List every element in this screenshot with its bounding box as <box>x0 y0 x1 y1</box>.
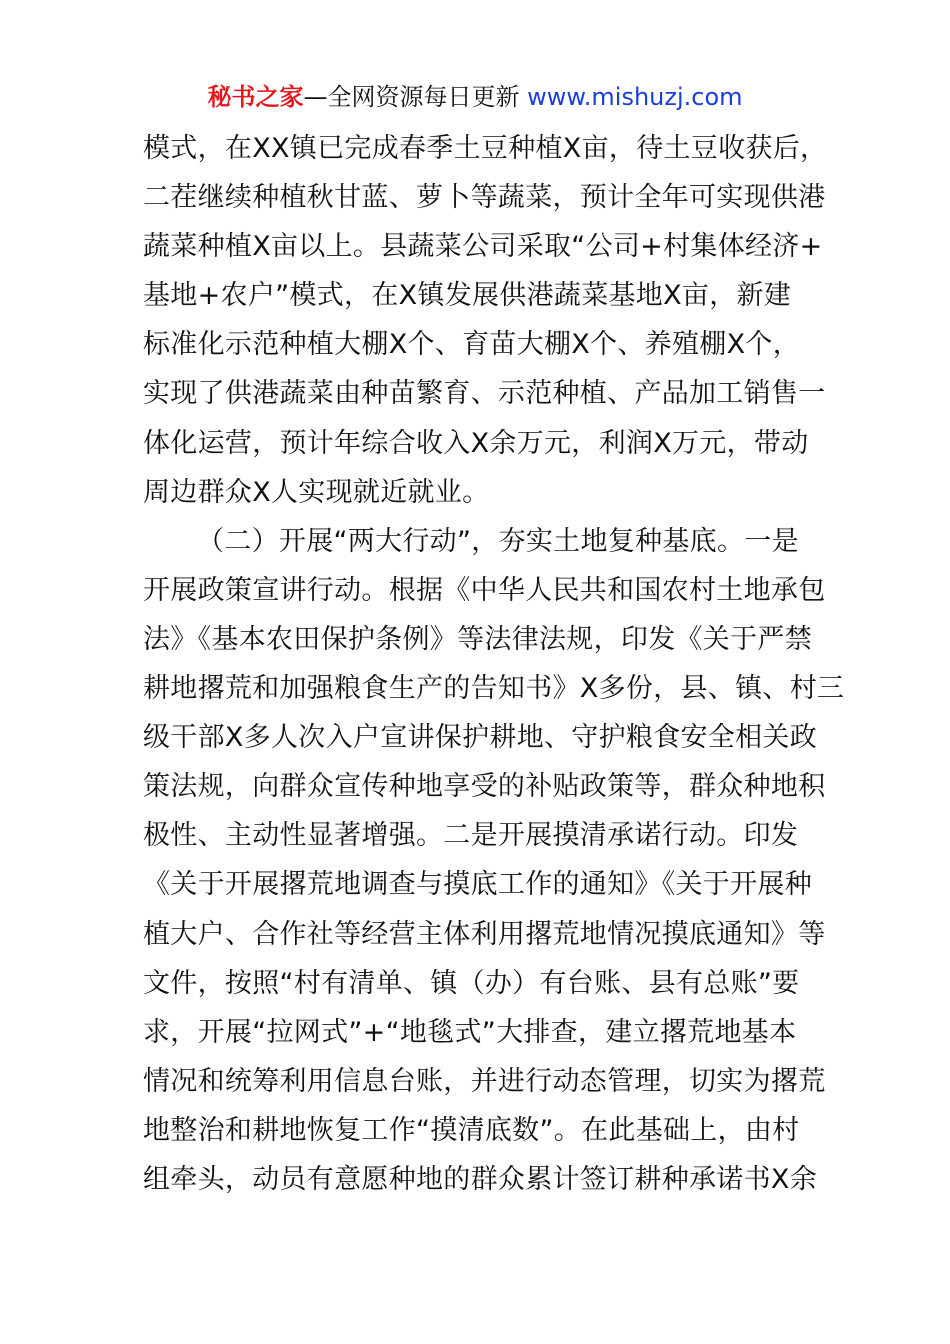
text-line: 实现了供港蔬菜由种苗繁育、示范种植、产品加工销售一 <box>143 378 826 410</box>
site-brand: 秘书之家 <box>207 83 304 111</box>
document-body <box>143 124 845 1204</box>
text-line: 基地+农户”模式，在X镇发展供港蔬菜基地X亩，新建 <box>143 280 792 312</box>
text-line: 策法规，向群众宣传种地享受的补贴政策等，群众种地积 <box>143 771 826 803</box>
text-line: 文件，按照“村有清单、镇（办）有台账、县有总账”要 <box>143 967 800 999</box>
text-line: 地整治和耕地恢复工作“摸清底数”。在此基础上，由村 <box>143 1114 800 1146</box>
text-line: 二茬继续种植秋甘蓝、萝卜等蔬菜，预计全年可实现供港 <box>143 182 826 214</box>
text-line: 级干部X多人次入户宣讲保护耕地、守护粮食安全相关政 <box>143 722 817 754</box>
text-line: 耕地撂荒和加强粮食生产的告知书》X多份，县、镇、村三 <box>143 673 845 705</box>
text-line: 《关于开展撂荒地调查与摸底工作的通知》《关于开展种 <box>143 869 812 901</box>
text-line: 体化运营，预计年综合收入X余万元，利润X万元，带动 <box>143 427 809 459</box>
section-heading-line: （二）开展“两大行动”，夯实土地复种基底。一是 <box>197 525 799 557</box>
text-line: 蔬菜种植X亩以上。县蔬菜公司采取“公司+村集体经济+ <box>143 231 823 263</box>
site-url-link[interactable]: www.mishuzj.com <box>527 83 743 111</box>
text-line: 情况和统筹利用信息台账，并进行动态管理，切实为撂荒 <box>143 1065 826 1097</box>
text-line: 极性、主动性显著增强。二是开展摸清承诺行动。印发 <box>143 820 799 852</box>
text-line: 求，开展“拉网式”+“地毯式”大排查，建立撂荒地基本 <box>143 1016 797 1048</box>
text-line: 模式，在XX镇已完成春季土豆种植X亩，待土豆收获后， <box>143 133 828 164</box>
text-line: 植大户、合作社等经营主体利用撂荒地情况摸底通知》等 <box>143 918 826 950</box>
site-header <box>0 80 950 114</box>
site-slogan: —全网资源每日更新 <box>303 83 520 111</box>
text-line: 组牵头，动员有意愿种地的群众累计签订耕种承诺书X余 <box>143 1163 817 1195</box>
text-line: 标准化示范种植大棚X个、育苗大棚X个、养殖棚X个， <box>143 329 800 361</box>
text-line: 开展政策宣讲行动。根据《中华人民共和国农村土地承包 <box>143 574 826 606</box>
text-line: 法》《基本农田保护条例》等法律法规，印发《关于严禁 <box>143 623 812 655</box>
text-line: 周边群众X人实现就近就业。 <box>143 476 490 508</box>
